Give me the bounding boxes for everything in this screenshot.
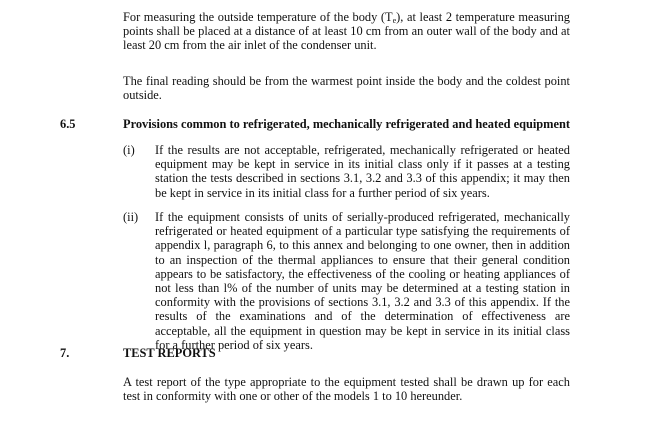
- section-7-title: TEST REPORTS: [123, 346, 216, 360]
- intro-paragraph-1-end: ), at least 2 temperature measuring points shall be placed at a distance of at least 10 cm from an outer wall of the body and at least 20 cm from the air inlet of the condenser unit.: [123, 10, 570, 53]
- section-6-5-number: 6.5: [60, 117, 76, 131]
- section-6-5-title: Provisions common to refrigerated, mechanically refrigerated and heated equipment: [123, 117, 571, 131]
- intro-paragraph-2: The final reading should be from the warmest point inside the body and the coldest point outside.: [123, 74, 570, 103]
- intro-paragraph-1-start: For measuring the outside temperature of the body (T: [123, 10, 393, 24]
- item-i-text: If the results are not acceptable, refrigerated, mechanically refrigerated or heated equipment may be kept in service in its initial class only if it passes at a testing station the tests described in sections 3.1, 3.2 and 3.3 of this appendix; it may then be kept in service in its initial class for a further period of six years.: [155, 143, 570, 200]
- section-7-number: 7.: [60, 346, 70, 360]
- item-ii-label: (ii): [123, 210, 139, 224]
- item-i-label: (i): [123, 143, 135, 157]
- item-ii-text: If the equipment consists of units of serially-produced refrigerated, mechanically refrigerated or heated equipment of a particular type satisfying the requirements of appendix l, paragraph 6, to this annex and belonging to one owner, then in addition to an inspection of the thermal appliances to ensure that their general condition appears to be satisfactory, the effectiveness of the cooling or heating appliances of not less than l% of the number of units may be determined at a testing station in conformity with the provisions of sections 3.1, 3.2 and 3.3 of this appendix. If the results of the examinations and of the determination of effectiveness are acceptable, all the equipment in question may be kept in service in its initial class for a further period of six years.: [155, 210, 570, 352]
- section-7-paragraph: A test report of the type appropriate to the equipment tested shall be drawn up for each test in conformity with one or other of the models 1 to 10 hereunder.: [123, 375, 570, 404]
- temperature-subscript: e: [392, 16, 397, 25]
- intro-paragraph-1: [123, 10, 570, 53]
